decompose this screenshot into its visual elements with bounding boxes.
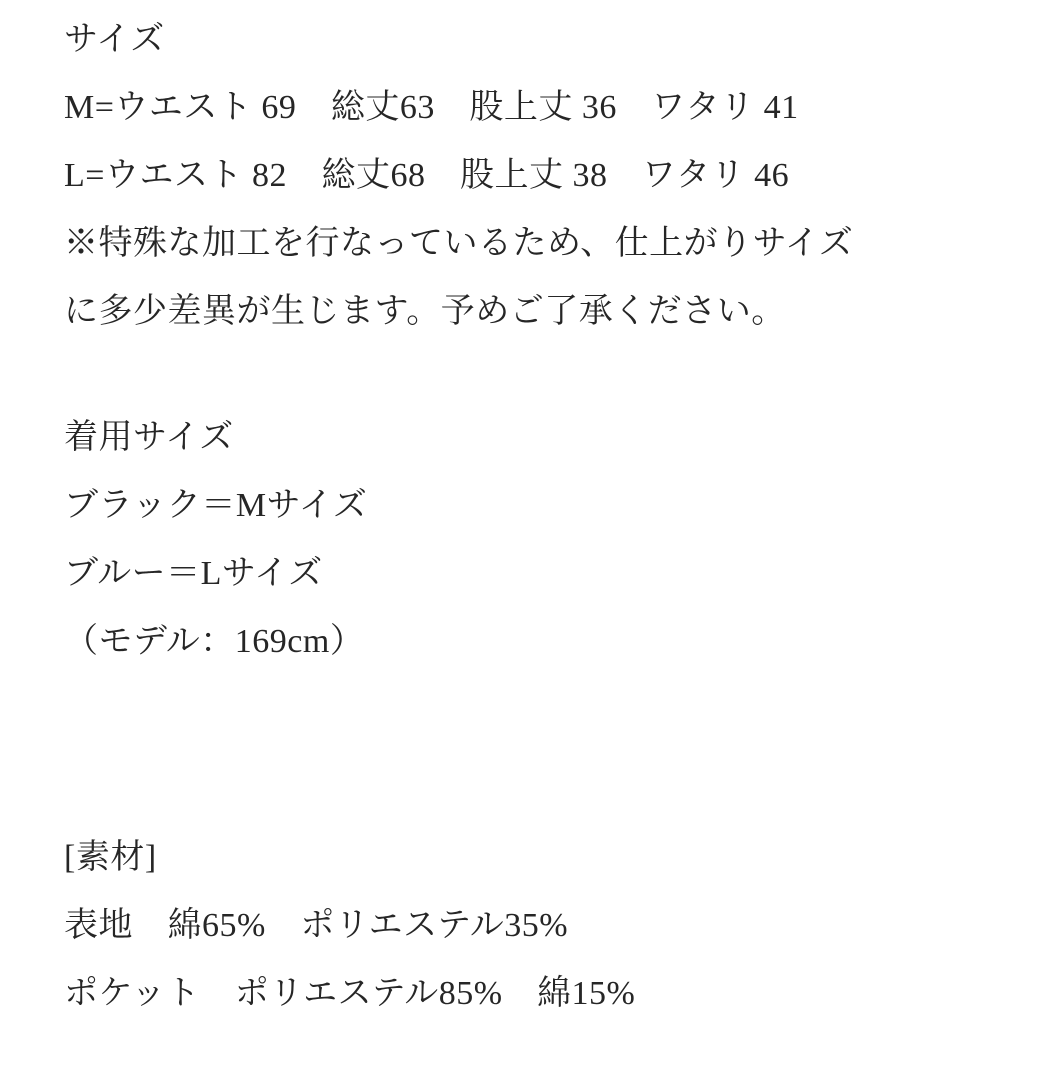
size-row-m: M=ウエスト 69 総丈63 股上丈 36 ワタリ 41 bbox=[64, 89, 799, 126]
worn-size-section bbox=[64, 404, 1019, 676]
material-shell: 表地 綿65% ポリエステル35% bbox=[64, 907, 569, 944]
size-note-line-1: ※特殊な加工を行なっているため、仕上がりサイズ bbox=[64, 225, 854, 262]
worn-size-black: ブラック＝Mサイズ bbox=[64, 487, 368, 524]
worn-size-blue: ブルー＝Lサイズ bbox=[64, 555, 323, 592]
section-spacer-2 bbox=[64, 676, 1019, 824]
model-height: （モデル：169cm） bbox=[64, 623, 365, 660]
material-section bbox=[64, 824, 1019, 1028]
size-section bbox=[64, 6, 1019, 346]
size-note-line-2: に多少差異が生じます。予めご了承ください。 bbox=[64, 293, 786, 330]
worn-size-heading: 着用サイズ bbox=[64, 419, 234, 456]
material-pocket: ポケット ポリエステル85% 綿15% bbox=[64, 975, 636, 1012]
size-heading: サイズ bbox=[64, 21, 165, 58]
material-heading: [素材] bbox=[64, 839, 157, 876]
section-spacer-1 bbox=[64, 346, 1019, 404]
size-row-l: L=ウエスト 82 総丈68 股上丈 38 ワタリ 46 bbox=[64, 157, 790, 194]
